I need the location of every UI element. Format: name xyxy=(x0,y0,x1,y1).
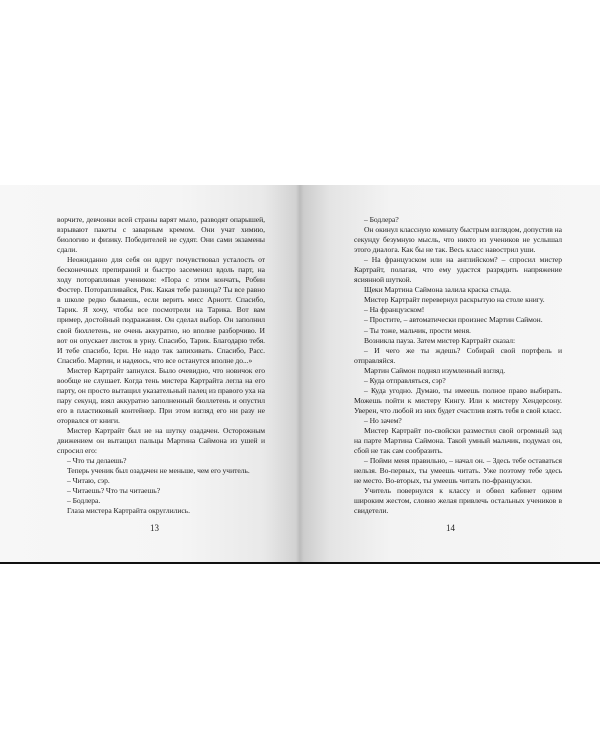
left-page-text xyxy=(57,215,265,516)
paragraph: – Простите, – автоматически произнес Мартин Саймон. xyxy=(364,315,543,325)
paragraph: Мистер Картрайт по-свойски разместил свой огромный зад на парте Мартина Саймона. Такой умный мальчик, подумал он, сбой не так сам сообразить. xyxy=(354,425,562,456)
left-page xyxy=(0,185,300,562)
paragraph: – Пойми меня правильно, – начал он. – Здесь тебе оставаться нельзя. Во-первых, ты умеешь читать. Уже поэтому тебе здесь не место. Во-вторых, ты умеешь читать по-французски. xyxy=(354,456,562,486)
paragraph: Мистер Картрайт перевернул раскрытую на столе книгу. xyxy=(364,295,545,305)
paragraph: ворчите, девчонки всей страны варят мыло, разводят опарышей, взрывают пакеты с заварным кремом. Они учат химию, биологию и физику. Победителей не судят. Они сами экзамены сдали. xyxy=(57,215,265,255)
paragraph: Учитель повернулся к классу и обвел кабинет одним широким жестом, словно желая привлечь остальных учеников в свидетели. xyxy=(354,486,562,516)
paragraph: – Читаешь? Что ты читаешь? xyxy=(67,486,161,496)
paragraph: – Куда угодно. Думаю, ты имеешь полное право выбирать. Можешь пойти к мистеру Кингу. Или к мистеру Хендерсону. Уверен, что любой из них будет счастлив взять тебя в свой класс. xyxy=(354,385,562,415)
paragraph: – Куда отправляться, сэр? xyxy=(364,375,446,385)
paragraph: Теперь ученик был озадачен не меньше, чем его учитель. xyxy=(67,466,250,476)
paragraph: Мистер Картрайт был не на шутку озадачен. Осторожным движением он вытащил пальцы Мартина Саймона из ушей и спросил его: xyxy=(57,425,265,456)
paragraph: Неожиданно для себя он вдруг почувствовал усталость от бесконечных препираний и быстро засеменил вдоль парт, на ходу поторапливая учеников: «Пора с этим кончать, Робин Фостер. Поторапливайся, Рик. Какая тебе разница? Ты все равно в школе редко бываешь, если верить мисс Арнотт. Спасибо, Тарик. Я хочу, чтобы все посмотрели на Тарика. Вот вам пример, достойный подражания. Он сделал выбор. Он заполнил свой бюллетень, не очень аккуратно, но вполне разборчиво. И вот он опускает листок в урну. Спасибо, Тарик. Благодарю тебя. И тебе спасибо, Ісри. Не надо так запихивать. Спасибо, Расс. Спасибо. Мартин, и надеюсь, что все останутся вполне до...» xyxy=(57,255,265,365)
book-spread xyxy=(0,185,600,562)
book-gutter xyxy=(296,185,304,562)
paragraph: Глаза мистера Картрайта округлились. xyxy=(67,506,190,516)
paragraph: – Читаю, сэр. xyxy=(67,476,110,486)
paragraph: – На французском! xyxy=(364,305,425,315)
paragraph: Он окинул классную комнату быстрым взглядом, допустив на секунду безумную мысль, что никто из учеников не услышал этого диалога. Как бы не так. Весь класс навострил уши. xyxy=(354,225,562,255)
paragraph: – Бодлера. xyxy=(67,496,101,506)
paragraph: – Бодлера? xyxy=(364,215,399,224)
paragraph: – Что ты делаешь? xyxy=(67,456,127,466)
paragraph: – Ты тоже, мальчик, прости меня. xyxy=(364,325,471,335)
right-page-text xyxy=(354,215,562,516)
paragraph: – На французском или на английском? – спросил мистер Картрайт, полагая, что ему удастся разрядить напряжение ясиянной шуткой. xyxy=(354,255,562,285)
paragraph: Возникла пауза. Затем мистер Картрайт сказал: xyxy=(364,335,516,345)
paragraph: – И чего же ты ждешь? Собирай свой портфель и отправляйся. xyxy=(354,345,562,365)
page-number-right: 14 xyxy=(446,523,455,533)
paragraph: Щеки Мартина Саймона залила краска стыда. xyxy=(364,285,511,295)
paragraph: Мистер Картрайт запнулся. Было очевидно, что новичок его вообще не слушает. Когда тень мистера Картрайта легла на его парту, он просто вытащил указательный палец из правого уха на пару секунд, взял аккуратно заполненный бюллетень и опустил его в пластиковый контейнер. При этом взгляд его ни разу не оторвался от книги. xyxy=(57,365,265,425)
paragraph: – Но зачем? xyxy=(364,415,402,425)
bottom-divider xyxy=(0,562,600,564)
right-page xyxy=(300,185,600,562)
page-number-left: 13 xyxy=(150,523,159,533)
paragraph: Мартин Саймон поднял изумленный взгляд. xyxy=(364,365,506,375)
